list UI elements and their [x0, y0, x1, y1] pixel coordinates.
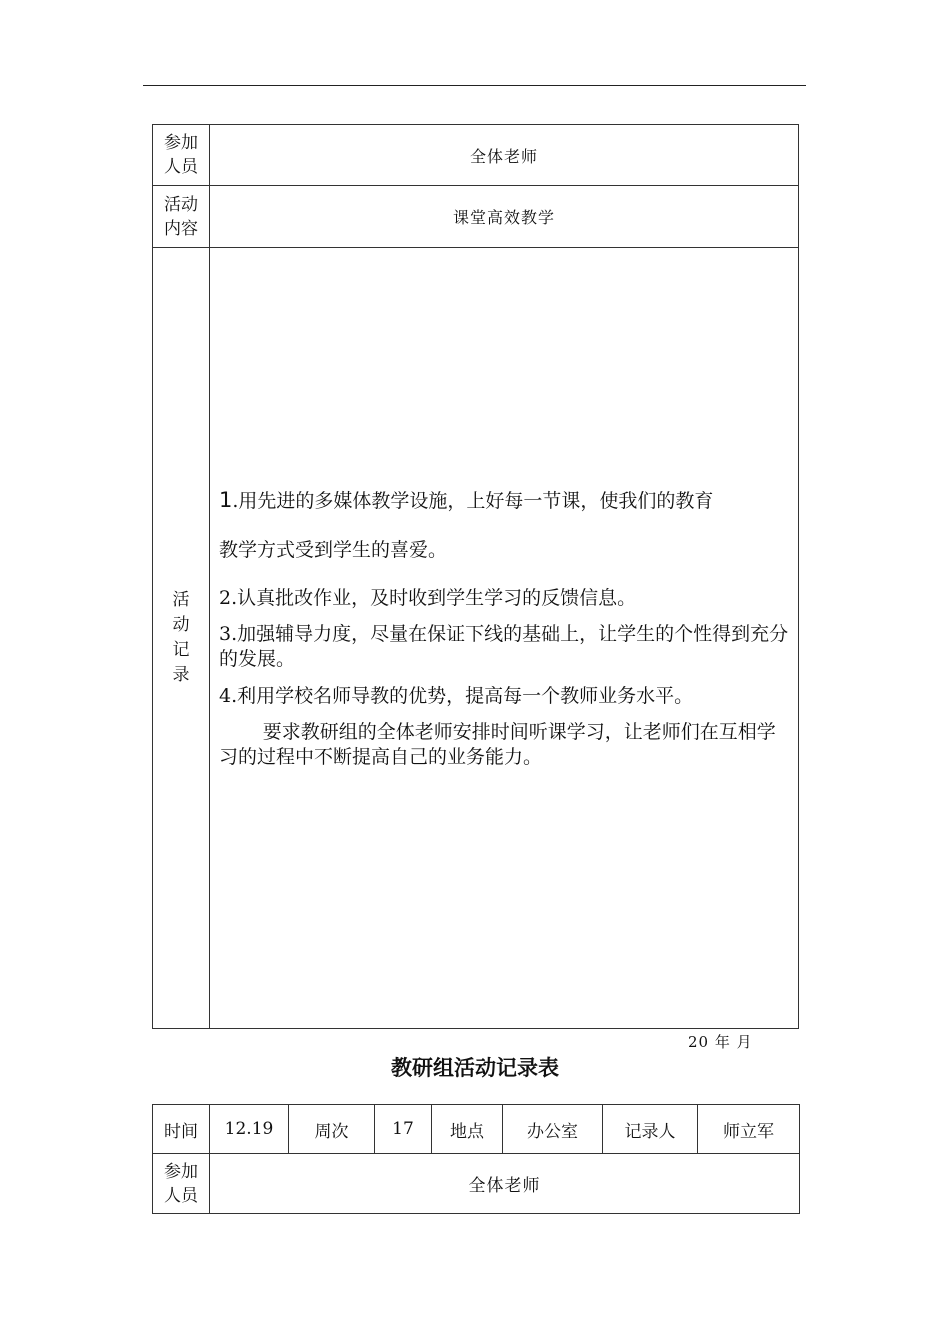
place-label: 地点 — [432, 1105, 503, 1154]
record-item-3: 3.加强辅导力度，尽量在保证下线的基础上，让学生的个性得到充分的发展。 — [219, 623, 789, 670]
content-row — [153, 186, 799, 248]
week-value: 17 — [375, 1105, 432, 1154]
record-row — [153, 248, 799, 1029]
content-label: 活动内容 — [153, 186, 210, 248]
participants-value: 全体老师 — [210, 125, 799, 186]
record-body — [210, 248, 799, 1029]
record-item-2: 2.认真批改作业，及时收到学生学习的反馈信息。 — [219, 587, 637, 609]
activity-record-table-1 — [152, 124, 799, 1029]
week-label: 周次 — [289, 1105, 375, 1154]
participants-value-2: 全体老师 — [210, 1154, 800, 1214]
record-label: 活 动 记 录 — [153, 248, 210, 1029]
participants-label-2: 参加人员 — [153, 1154, 210, 1214]
record-item-1: 1.用先进的多媒体教学设施，上好每一节课，使我们的教育 — [219, 488, 714, 512]
form-title: 教研组活动记录表 — [391, 1056, 559, 1080]
activity-record-table-2 — [152, 1104, 800, 1214]
record-item-5: 要求教研组的全体老师安排时间听课学习，让老师们在互相学习的过程中不断提高自己的业务能力。 — [219, 721, 776, 768]
record-item-4: 4.利用学校名师导教的优势，提高每一个教师业务水平。 — [219, 685, 694, 707]
content-value: 课堂高效教学 — [210, 186, 799, 248]
participants-row-2 — [153, 1154, 800, 1214]
info-row — [153, 1105, 800, 1154]
date-line: 20 年 月 — [688, 1033, 753, 1051]
record-item-1-continued: 教学方式受到学生的喜爱。 — [219, 539, 448, 561]
time-value: 12.19 — [210, 1105, 289, 1154]
participants-label: 参加人员 — [153, 125, 210, 186]
recorder-label: 记录人 — [603, 1105, 698, 1154]
recorder-value: 师立军 — [698, 1105, 800, 1154]
participants-row — [153, 125, 799, 186]
time-label: 时间 — [153, 1105, 210, 1154]
place-value: 办公室 — [503, 1105, 603, 1154]
header-rule — [143, 85, 806, 86]
